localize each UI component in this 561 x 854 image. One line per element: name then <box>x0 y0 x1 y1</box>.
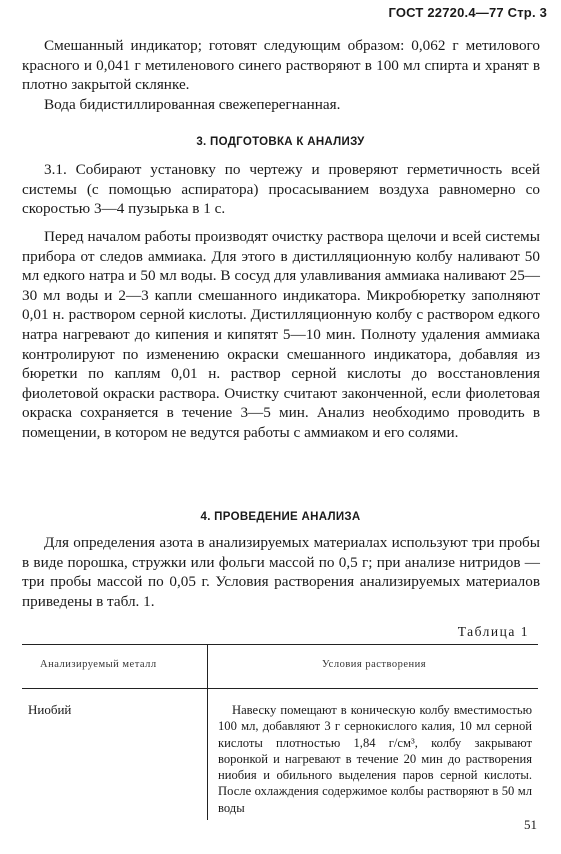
section-3-paragraph-2: Перед началом работы производят очистку раствора щелочи и всей системы прибора от следов аммиака. Для этого в дистилляционную колбу наливают 50 мл едкого натра и 50 мл воды. В сосуд для улавливания аммиака наливают 25—30 мл воды и 2—3 капли смешанного индикатора. Микробюретку заполняют 0,01 н. раствором серной кислоты. Дистилляционную колбу с раствором едкого натра нагревают до кипения и кипятят 5—10 мин. Полноту удаления аммиака контролируют по изменению окраски смешанного индикатора, добавляя из бюретки по каплям 0,01 н. раствор серной кислоты до восстановления фиолетовой окраски раствора. Очистку считают законченной, если фиолетовая окраска сохраняется в течение 3—5 мин. Анализ необходимо проводить в помещении, в котором не ведутся работы с аммиаком и его солями. <box>22 228 540 441</box>
table-top-rule <box>22 644 538 645</box>
section-4-title: 4. ПРОВЕДЕНИЕ АНАЛИЗА <box>200 511 361 523</box>
column-header-metal: Анализируемый металл <box>40 659 157 670</box>
table-column-divider <box>207 644 208 820</box>
page-number: 51 <box>524 817 537 832</box>
table-header-rule <box>22 688 538 689</box>
section-3-title: 3. ПОДГОТОВКА К АНАЛИЗУ <box>196 136 365 148</box>
column-header-conditions: Условия растворения <box>322 659 427 670</box>
cell-metal: Ниобий <box>28 702 72 717</box>
table-1 <box>22 644 538 820</box>
cell-conditions: Навеску помещают в коническую колбу вместимостью 100 мл, добавляют 3 г сернокислого калия, 10 мл серной кислоты плотностью 1,84 г/см³, колбу закрывают воронкой и нагревают в течение 20 мин до растворения ниобия и обильного выделения паров серной кислоты. После охлаждения содержимое колбы растворяют в 50 мл воды <box>218 703 532 815</box>
section-4-paragraph-1: Для определения азота в анализируемых материалах используют три пробы в виде порошка, стружки или фольги массой по 0,5 г; при анализе нитридов — три пробы массой по 0,05 г. Условия растворения анализируемых материалов приведены в табл. 1. <box>22 534 540 610</box>
section-3-paragraph-1: 3.1. Собирают установку по чертежу и проверяют герметичность всей системы (с помощью аспиратора) просасыванием воздуха равномерно со скоростью 3—4 пузырька в 1 с. <box>22 161 540 218</box>
table-caption: Таблица 1 <box>457 624 529 639</box>
running-header: ГОСТ 22720.4—77 Стр. 3 <box>388 5 547 20</box>
mixed-indicator-paragraph: Смешанный индикатор; готовят следующим образом: 0,062 г метилового красного и 0,041 г метиленового синего растворяют в 100 мл спирта и хранят в плотно закрытой склянке. <box>22 37 540 94</box>
water-paragraph: Вода бидистиллированная свежеперегнанная. <box>44 96 341 113</box>
